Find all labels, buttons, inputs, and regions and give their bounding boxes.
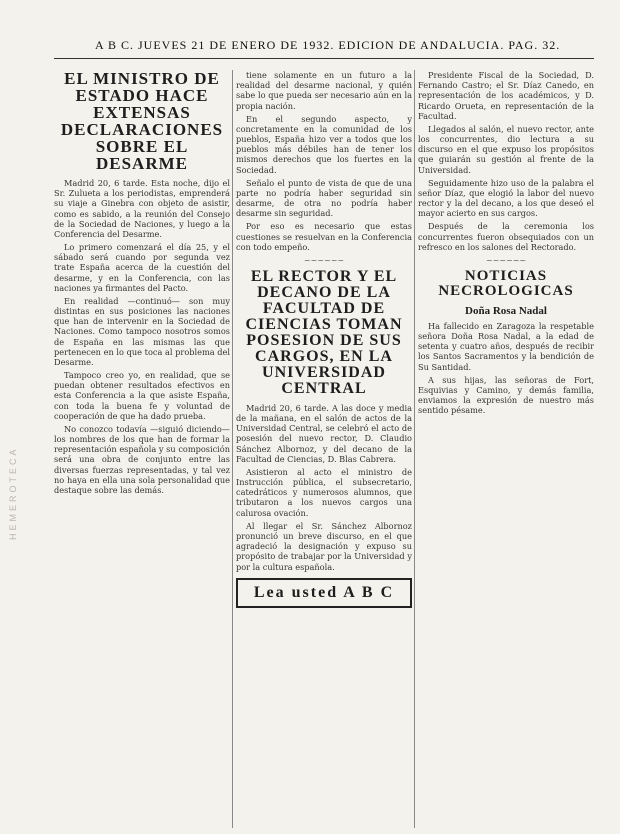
paragraph: Después de la ceremonia los concurrentes fueron obsequiados con un refresco en los salones del Rectorado. <box>418 221 594 252</box>
article-headline: NOTICIAS NECROLOGICAS <box>438 267 574 299</box>
column-2 <box>236 70 412 828</box>
article-headline: EL RECTOR Y EL DECANO DE LA FACULTAD DE CIENCIAS TOMAN POSESION DE SUS CARGOS, EN LA UNIVERSIDAD CENTRAL <box>245 267 403 397</box>
paragraph: Llegados al salón, el nuevo rector, ante los concurrentes, dio lectura a su discurso en el que expuso los propósitos que guiarán su gestión al frente de la Universidad. <box>418 123 594 175</box>
paragraph: Al llegar el Sr. Sánchez Albornoz pronunció un breve discurso, en el que agradeció la designación y expuso su propósito de trabajar por la Universidad y por la cultura española. <box>236 520 412 572</box>
article-body <box>418 321 594 416</box>
paragraph: tiene solamente en un futuro a la realidad del desarme nacional, y quién sabe lo que pueda ser necesario aún en la propia nación. <box>236 70 412 111</box>
paragraph: Tampoco creo yo, en realidad, que se puedan obtener resultados efectivos en esta Conferencia a la que asiste España, con toda la buena fe y voluntad de cooperación de que ha dado prueba. <box>54 370 230 421</box>
paragraph: No conozco todavía —siguió diciendo— los nombres de los que han de formar la representación española y su composición será una obra de conjunto entre las diversas fuerzas representadas, y tal vez no haya en ella una sola personalidad que destaque sobre las demás. <box>54 423 230 495</box>
column-separator <box>232 70 233 828</box>
column-separator <box>414 70 415 828</box>
library-stamp: HEMEROTECA <box>8 446 18 540</box>
page-header: A B C. JUEVES 21 DE ENERO DE 1932. EDICION DE ANDALUCIA. PAG. 32. <box>95 38 561 52</box>
paragraph: Ha fallecido en Zaragoza la respetable señora Doña Rosa Nadal, a la edad de setenta y cuatro años, después de recibir los Santos Sacramentos y la bendición de Su Santidad. <box>418 320 594 372</box>
paragraph: Madrid 20, 6 tarde. Esta noche, dijo el Sr. Zulueta a los periodistas, emprenderá su viaje a Ginebra con objeto de asistir, como es sabido, a la reunión del Consejo de la Sociedad de Naciones, y luego a la Conferencia del Desarme. <box>54 178 230 239</box>
article-continuation <box>236 70 412 252</box>
advertisement: Lea usted A B C <box>236 578 412 608</box>
section-divider: ~~~~~~ <box>303 255 345 265</box>
paragraph: Lo primero comenzará el día 25, y el sábado será cuando por segunda vez trate España acerca de la cuestión del desarme, y en la Conferencia, con las naciones ya firmantes del Pacto. <box>54 242 230 293</box>
paragraph: Madrid 20, 6 tarde. A las doce y media de la mañana, en el salón de actos de la Universidad Central, se celebró el acto de posesión del nuevo rector, D. Claudio Sánchez Albornoz, y del decano de la Facultad de Ciencias, D. Blas Cabrera. <box>236 402 412 464</box>
section-divider: ~~~~~~ <box>485 255 527 265</box>
paragraph: En realidad —continuó— son muy distintas en sus posiciones las naciones que han de intervenir en la Sociedad de Naciones. Como tampoco nosotros somos de España en las mismas las que pertenecen en lo que toca al problema del Desarme. <box>54 295 230 367</box>
paragraph: Por eso es necesario que estas cuestiones se resuelvan en la Conferencia con todo empeño. <box>236 221 412 252</box>
paragraph: Señalo el punto de vista de que de una parte no podría haber seguridad sin desarme, de otra no podría haber desarme sin seguridad. <box>236 177 412 219</box>
paragraph: Seguidamente hizo uso de la palabra el señor Díaz, que elogió la labor del nuevo rector y la del decano, a los que deseó el mayor acierto en sus cargos. <box>418 177 594 219</box>
column-3 <box>418 70 594 828</box>
paragraph: En el segundo aspecto, y concretamente en la comunidad de los pueblos, España hizo ver a todos que los pueblos más débiles han de tener los mismos derechos que los fuertes en la Sociedad. <box>236 113 412 175</box>
article-continuation <box>418 70 594 252</box>
paragraph: A sus hijas, las señoras de Fort, Esquivias y Camino, y demás familia, enviamos la expresión de nuestro más sentido pésame. <box>418 374 594 416</box>
article-body <box>54 178 230 495</box>
article-headline: EL MINISTRO DE ESTADO HACE EXTENSAS DECLARACIONES SOBRE EL DESARME <box>60 70 224 173</box>
obituary-name: Doña Rosa Nadal <box>465 304 547 317</box>
paragraph: Presidente Fiscal de la Sociedad, D. Fernando Castro; el Sr. Díaz Canedo, en representación de los académicos, y D. Ricardo Orueta, en representación de la Facultad. <box>418 70 594 121</box>
article-body <box>236 403 412 572</box>
paragraph: Asistieron al acto el ministro de Instrucción pública, el subsecretario, catedráticos y numerosos alumnos, que tributaron a los nuevos cargos una calurosa ovación. <box>236 466 412 518</box>
column-1 <box>54 70 230 828</box>
header-rule <box>54 58 594 59</box>
